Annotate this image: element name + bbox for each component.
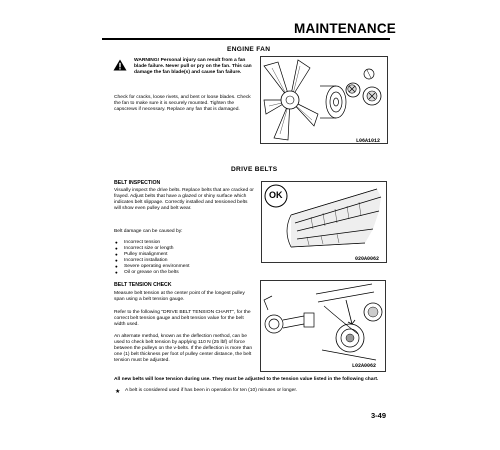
star-note: A belt is considered used if has been in operation for ten (10) minutes or longer.	[125, 388, 298, 393]
adjust-note: All new belts will lose tension during use. They must be adjusted to the tension value listed in the following chart.	[114, 377, 379, 382]
belt-inspection-body: Visually inspect the drive belts. Replace belts that are cracked or frayed. Adjust belts that have a glazed or shiny surface which indicates belt slippage. Correctly installed and tensioned belts will show even pulley and belt wear.	[114, 188, 254, 212]
list-item: ● Pulley misalignment	[115, 252, 255, 258]
belt-figure-code: 020A0062	[355, 256, 380, 262]
belt-tension-body-2: Refer to the following "DRIVE BELT TENSION CHART", for the correct belt tension gauge and belt tension value for the belt width used.	[114, 310, 251, 328]
belt-damage-list	[115, 240, 255, 275]
belt-inspection-title: BELT INSPECTION	[114, 180, 161, 186]
star-icon: ★	[115, 389, 121, 395]
belt-damage-intro: Belt damage can be caused by:	[114, 229, 183, 234]
engine-fan-title: ENGINE FAN	[227, 46, 271, 53]
header-rule	[102, 38, 390, 40]
belt-tension-body-3: An alternate method, known as the deflection method, can be used to check belt tension by applying 110 N (25 lbf) of force between the pulleys on the v-belts. If the deflection is more than one (1) belt thickness per foot of pulley center distance, the belt tension must be adjusted.	[114, 334, 253, 364]
engine-fan-figure	[260, 56, 388, 144]
tension-figure-code: L02A0062	[352, 363, 377, 369]
list-item: ● Incorrect tension	[115, 240, 255, 246]
warning-triangle-icon	[113, 59, 127, 71]
page-header-title: MAINTENANCE	[294, 21, 396, 36]
ok-label: OK	[269, 190, 283, 200]
engine-fan-warning: WARNING! Personal injury can result from a fan blade failure. Never pull or pry on the fan. This can damage the fan blade(s) and cause fan failure.	[134, 58, 252, 76]
belt-tension-body-1: Measure belt tension at the center point of the longest pulley span using a belt tension gauge.	[114, 291, 245, 303]
belt-tension-figure	[260, 280, 386, 372]
engine-fan-figure-code: L06A1012	[356, 138, 381, 144]
list-item: ● Incorrect installation	[115, 258, 255, 264]
list-item: ● Oil or grease on the belts	[115, 270, 255, 276]
list-item: ● Severe operating environment	[115, 264, 255, 270]
engine-fan-body: Check for cracks, loose rivets, and bent or loose blades. Check the fan to make sure it is securely mounted. Tighten the capscrews if necessary. Replace any fan that is damaged.	[114, 95, 251, 113]
drive-belts-title: DRIVE BELTS	[231, 166, 278, 173]
belt-tension-title: BELT TENSION CHECK	[114, 282, 172, 288]
list-item: ● Incorrect size or length	[115, 246, 255, 252]
page-number: 3-49	[371, 411, 387, 420]
